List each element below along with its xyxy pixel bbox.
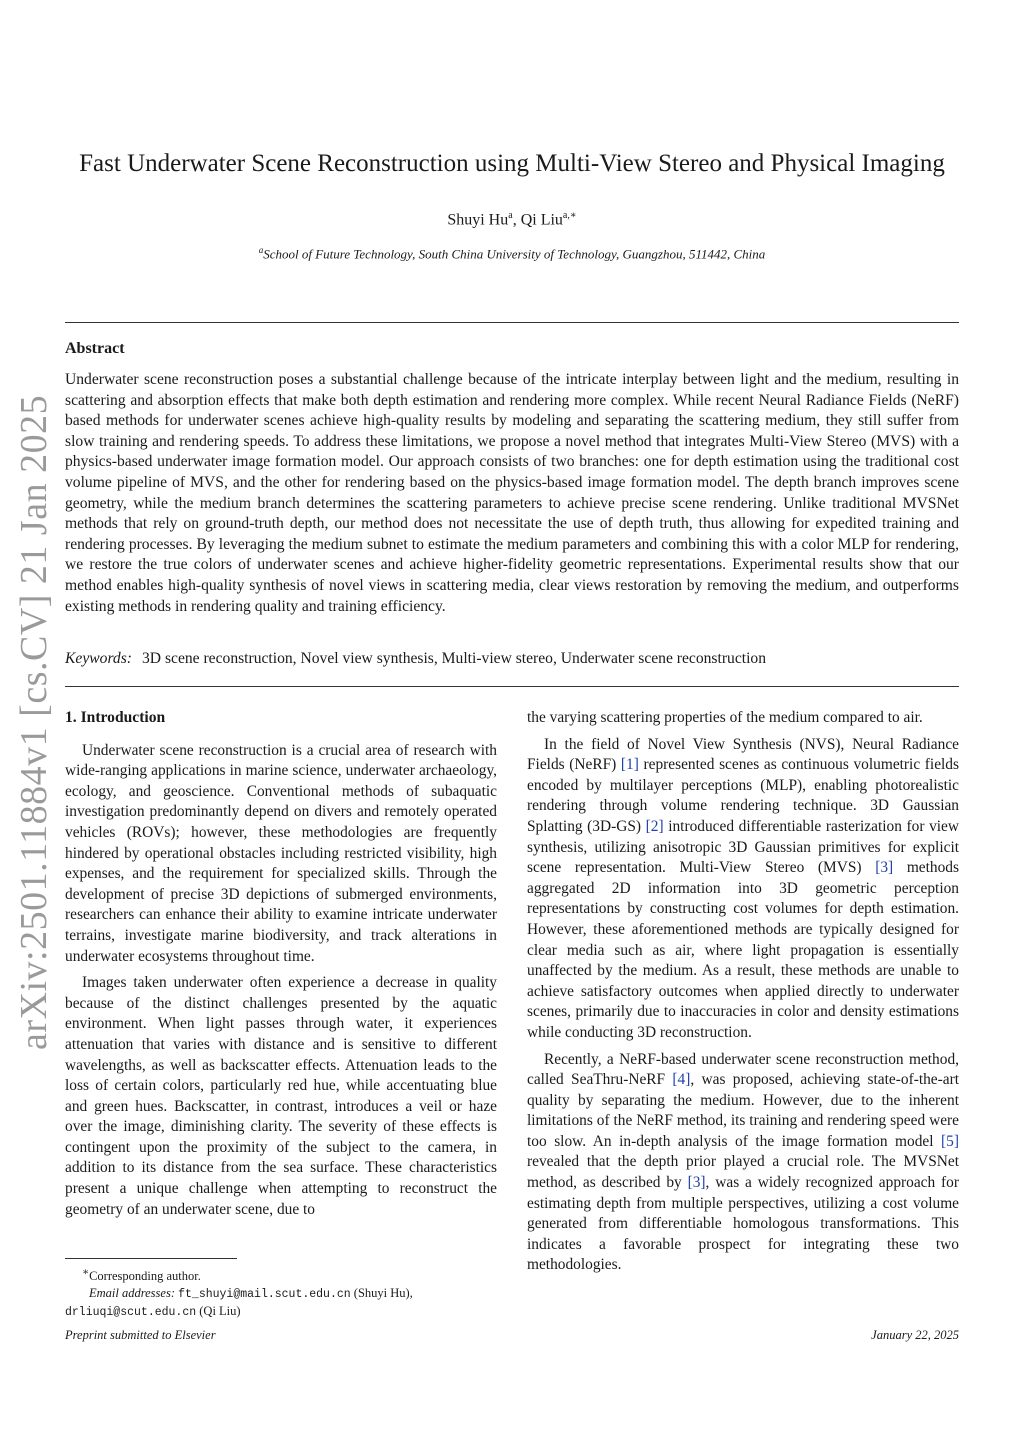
arxiv-identifier[interactable]: arXiv:2501.11884v1 [cs.CV] 21 Jan 2025 — [13, 394, 55, 1050]
author-name: Shuyi Hu — [447, 211, 509, 229]
keywords-text: 3D scene reconstruction, Novel view synthesis, Multi-view stereo, Underwater scene reconstruction — [142, 650, 766, 667]
email-owner: (Shuyi Hu), — [350, 1286, 413, 1301]
left-column — [65, 708, 497, 1226]
author-name: Qi Liu — [520, 211, 563, 229]
affiliation-text: School of Future Technology, South China University of Technology, Guangzhou, 511442, China — [263, 246, 766, 262]
footnote — [65, 1264, 505, 1321]
email-link[interactable]: ft_shuyi@mail.scut.edu.cn — [178, 1288, 351, 1302]
footnote-corresponding: Corresponding author. — [89, 1269, 201, 1284]
right-column — [527, 708, 959, 1282]
abstract-bottom-divider — [65, 686, 959, 687]
paragraph-text: Recently, a NeRF-based underwater scene reconstruction method, called SeaThru-NeRF — [527, 1050, 959, 1089]
citation-link[interactable]: [3] — [687, 1174, 706, 1192]
author-separator: , — [512, 211, 521, 229]
citation-link[interactable]: [1] — [620, 756, 639, 774]
paper-title: Fast Underwater Scene Reconstruction using Multi-View Stereo and Physical Imaging — [79, 150, 945, 177]
citation-link[interactable]: [2] — [645, 817, 664, 835]
paragraph-text: , was proposed, achieving state-of-the-art quality by separating the medium. However, due to the inherent limitations of the NeRF method, its training and rendering speed were too slow. An in-depth analysis of the image formation model — [527, 1071, 959, 1150]
paragraph-text: methods aggregated 2D information into 3D geometric perception representations by constructing cost volumes for depth estimation. However, these aforementioned methods are typically designed for clear media such as air, where light propagation is essentially unaffected by the medium. As a result, these methods are unable to achieve satisfactory outcomes when applied directly to underwater scenes, primarily due to inaccuracies in color and density estimations while conducting 3D reconstruction. — [527, 859, 959, 1041]
abstract-text: Underwater scene reconstruction poses a substantial challenge because of the intricate interplay between light and the medium, resulting in scattering and absorption effects that make both depth estimation and rendering more complex. While recent Neural Radiance Fields (NeRF) based methods for underwater scenes achieve high-quality results by modeling and separating the scattering medium, they still suffer from slow training and rendering speeds. To address these limitations, we propose a novel method that integrates Multi-View Stereo (MVS) with a physics-based underwater image formation model. Our approach consists of two branches: one for depth estimation using the traditional cost volume pipeline of MVS, and the other for rendering based on the physics-based image formation model. The depth branch improves scene geometry, while the medium branch determines the scattering parameters to achieve precise scene rendering. Unlike traditional MVSNet methods that rely on ground-truth depth, our method does not necessitate the use of depth truth, thus allowing for expedited training and rendering processes. By leveraging the medium subnet to estimate the medium parameters and combining this with a color MLP for rendering, we restore the true colors of underwater scenes and achieve higher-fidelity geometric representations. Experimental results show that our method enables high-quality synthesis of novel views in scattering media, clear views restoration by removing the medium, and outperforms existing methods in rendering quality and training efficiency. — [65, 371, 959, 615]
keywords-label: Keywords: — [65, 650, 132, 667]
paragraph-text: In the field of Novel View Synthesis (NVS), Neural Radiance Fields (NeRF) — [527, 735, 959, 774]
paragraph — [527, 735, 959, 1044]
citation-link[interactable]: [4] — [672, 1071, 691, 1089]
paragraph-text: , was a widely recognized approach for estimating depth from multiple perspectives, utilizing a cost volume generated from differentiable homologous transformations. This indicates a favorable prospect for integrating these two methodologies. — [527, 1174, 959, 1274]
paragraph-continuation: the varying scattering properties of the medium compared to air. — [527, 709, 923, 726]
footnote-divider — [65, 1258, 237, 1259]
paragraph-text: introduced differentiable rasterization for view synthesis, utilizing anisotropic 3D Gaussian primitives for explicit scene representation. Multi-View Stereo (MVS) — [527, 817, 959, 877]
email-owner: (Qi Liu) — [196, 1304, 241, 1319]
citation-link[interactable]: [5] — [941, 1132, 959, 1150]
paragraph-text: revealed that the depth prior played a crucial role. The MVSNet method, as described by — [527, 1153, 959, 1192]
author-list — [60, 210, 964, 229]
author-affiliation-mark: a — [508, 210, 513, 221]
affiliation-mark: a — [258, 245, 264, 255]
citation-link[interactable]: [3] — [875, 859, 894, 877]
preprint-note: Preprint submitted to Elsevier — [65, 1328, 216, 1342]
author-affiliation-mark: a,∗ — [562, 210, 577, 221]
keywords — [65, 650, 959, 668]
paragraph: Underwater scene reconstruction is a crucial area of research with wide-ranging applications in marine science, underwater archaeology, ecology, and geoscience. Conventional methods of subaquatic investigation predominantly depend on divers and remotely operated vehicles (ROVs); however, these methodologies are frequently hindered by operational obstacles including restricted visibility, high expenses, and the requirement for specialized skills. Through the development of precise 3D depictions of submerged environments, researchers can enhance their ability to examine intricate underwater terrains, investigate marine biodiversity, and track alterations in underwater ecosystems throughout time. — [65, 741, 497, 965]
paragraph — [527, 1050, 959, 1277]
abstract-heading: Abstract — [65, 340, 125, 357]
paragraph: Images taken underwater often experience a decrease in quality because of the distinct challenges presented by the aquatic environment. When light passes through water, it experiences attenuation that varies with distance and is sensitive to different wavelengths, as well as backscatter effects. Attenuation leads to the loss of certain colors, particularly red hue, while accentuating blue and green hues. Backscatter, in contrast, introduces a veil or haze over the image, diminishing clarity. The severity of these effects is contingent upon the proximity of the subject to the camera, in addition to its distance from the sea surface. These characteristics present a unique challenge when attempting to reconstruct the geometry of an underwater scene, due to — [65, 974, 497, 1218]
footnote-marker: ∗ — [82, 1267, 90, 1278]
affiliation — [60, 245, 964, 262]
footer-date: January 22, 2025 — [871, 1328, 959, 1342]
section-heading: 1. Introduction — [65, 709, 166, 726]
top-divider — [65, 322, 959, 323]
email-link[interactable]: drliuqi@scut.edu.cn — [65, 1306, 197, 1320]
paragraph-text: represented scenes as continuous volumetric fields encoded by multilayer perceptions (MLP), enabling photorealistic rendering through volume rendering technique. 3D Gaussian Splatting (3D-GS) — [527, 756, 959, 835]
email-label: Email addresses: — [89, 1286, 175, 1301]
